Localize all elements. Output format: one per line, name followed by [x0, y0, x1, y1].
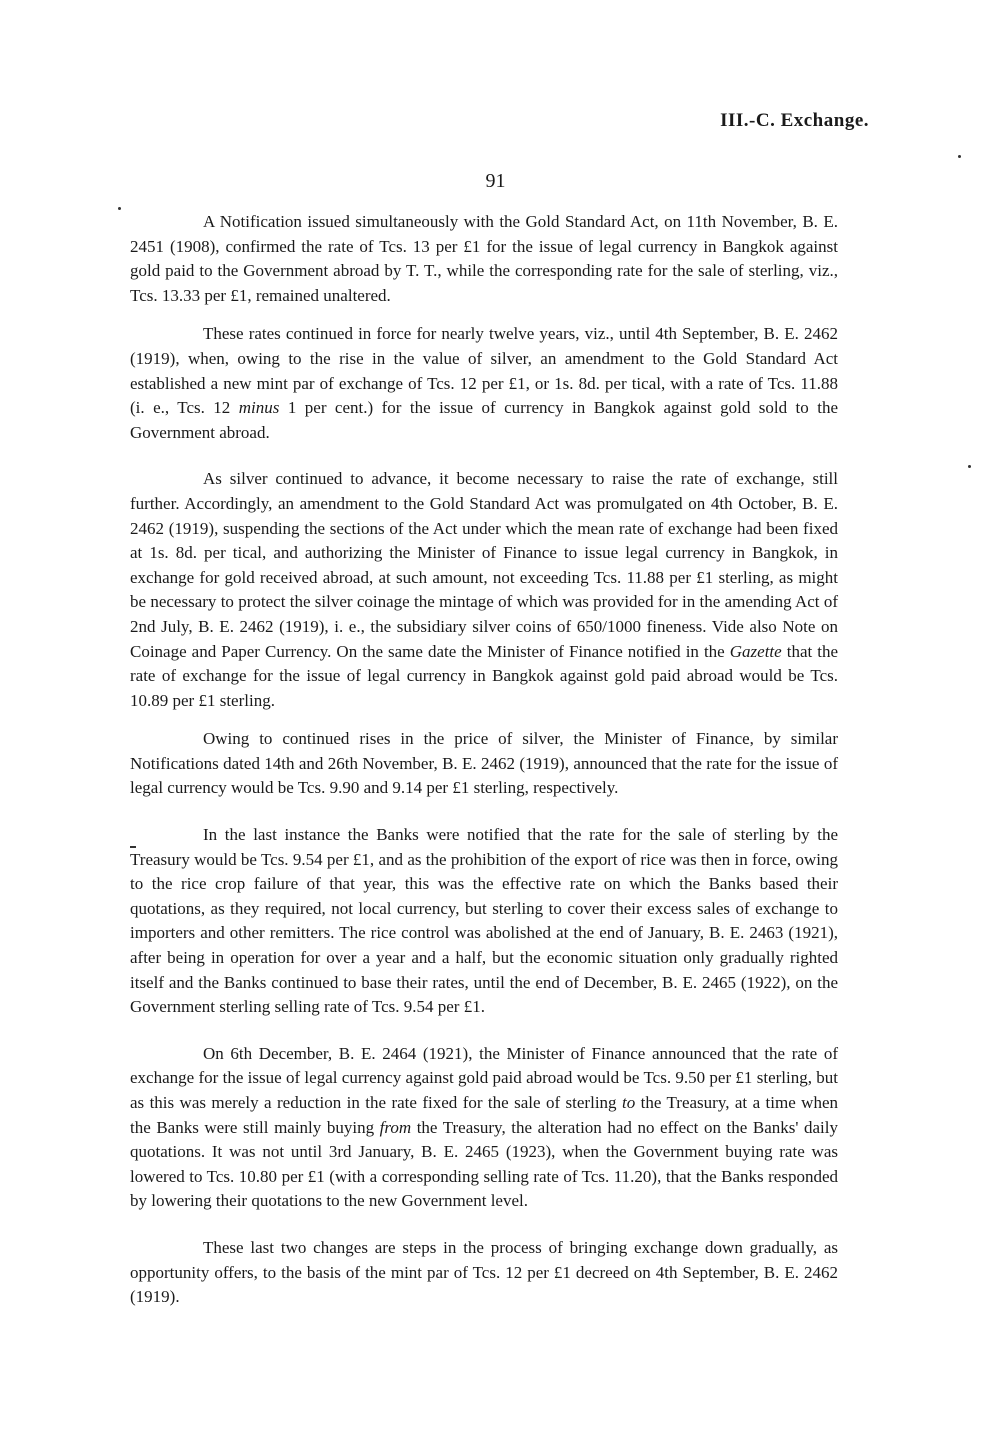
paragraph — [130, 727, 838, 801]
paragraph — [130, 322, 838, 445]
italic-text: from — [379, 1117, 412, 1137]
italic-text: minus — [238, 398, 280, 418]
body-text — [130, 210, 838, 1324]
running-head: III.-C. Exchange. — [720, 110, 869, 131]
italic-text: to — [621, 1093, 636, 1112]
paragraph-text: A Notification issued simultaneously with the Gold Standard Act, on 11th November, B. E. 2451 (1908), confirmed the rate of Tcs. 13 per £1 for the issue of legal currency in Bangkok against gold paid to the Government abroad by T. T., while the corresponding rate for the sale of sterling, viz., Tcs. 13.33 per £1, remained unaltered. — [130, 212, 838, 305]
margin-speck — [118, 207, 121, 210]
margin-speck — [958, 155, 961, 158]
paragraph-text: These last two changes are steps in the process of bringing exchange down gradually, as opportunity offers, to the basis of the mint par of Tcs. 12 per £1 decreed on 4th September, B. E. 2462 (1919). — [130, 1237, 838, 1307]
paragraph-text: the Treasury, the alteration had no effect on the Banks' daily quotations. It was not until 3rd January, B. E. 2465 (1923), when the Government buying rate was lowered to Tcs. 10.80 per £1 (with a corresponding selling rate of Tcs. 11.20), that the Banks responded by lowering their quotations to the new Government level. — [130, 1117, 838, 1211]
italic-text: Gazette — [729, 641, 782, 661]
margin-speck — [968, 465, 971, 468]
paragraph-text: Owing to continued rises in the price of silver, the Minister of Finance, by similar Notifications dated 14th and 26th November, B. E. 2462 (1919), announced that the rate for the issue of legal currency would be Tcs. 9.90 and 9.14 per £1 sterling, respectively. — [130, 729, 838, 798]
paragraph — [130, 1236, 838, 1310]
paragraph-text: the Treasury, at a time when the Banks were still mainly buying — [130, 1093, 838, 1137]
paragraph — [130, 823, 838, 1020]
paragraph-text: 1 per cent.) for the issue of currency in Bangkok against gold sold to the Government abroad. — [130, 398, 838, 442]
paragraph-text: These rates continued in force for nearly twelve years, viz., until 4th September, B. E. 2462 (1919), when, owing to the rise in the value of silver, an amendment to the Gold Standard Act established a new mint par of exchange of Tcs. 12 per £1, or 1s. 8d. per tical, with a rate of Tcs. 11.88 (i. e., Tcs. 12 — [130, 324, 838, 418]
paragraph-text: that the rate of exchange for the issue of legal currency in Bangkok against gold paid abroad would be Tcs. 10.89 per £1 sterling. — [130, 641, 839, 710]
paragraph — [130, 210, 838, 308]
paragraph — [130, 467, 838, 713]
paragraph-text: On 6th December, B. E. 2464 (1921), the Minister of Finance announced that the rate of exchange for the issue of legal currency against gold paid abroad would be Tcs. 9.50 per £1 sterling, but as this was merely a reduction in the rate fixed for the sale of sterling — [130, 1043, 838, 1112]
paragraph-text: In the last instance the Banks were notified that the rate for the sale of sterling by the Treasury would be Tcs. 9.54 per £1, and as the prohibition of the export of rice was then in force, owing to the rice crop failure of that year, this was the effective rate on which the Banks based their quotations, as they required, not local currency, but sterling to cover their excess sales of exchange to importers and other remitters. The rice control was abolished at the end of January, B. E. 2463 (1921), after being in operation for over a year and a half, but the economic situation only gradually righted itself and the Banks continued to base their rates, until the end of December, B. E. 2465 (1922), on the Government sterling selling rate of Tcs. 9.54 per £1. — [130, 825, 838, 1017]
paragraph — [130, 1042, 838, 1214]
page-number: 91 — [485, 170, 506, 192]
paragraph-text: As silver continued to advance, it become necessary to raise the rate of exchange, still further. Accordingly, an amendment to the Gold Standard Act was promulgated on 4th October, B. E. 2462 (1919), suspending the sections of the Act under which the mean rate of exchange had been fixed at 1s. 8d. per tical, and authorizing the Minister of Finance to issue legal currency in Bangkok, in exchange for gold received abroad, at such amount, not exceeding Tcs. 11.88 per £1 sterling, as might be necessary to protect the silver coinage the mintage of which was provided for in the amending Act of 2nd July, B. E. 2462 (1919), i. e., the subsidiary silver coins of 650/1000 fineness. Vide also Note on Coinage and Paper Currency. On the same date the Minister of Finance notified in the — [130, 469, 838, 661]
